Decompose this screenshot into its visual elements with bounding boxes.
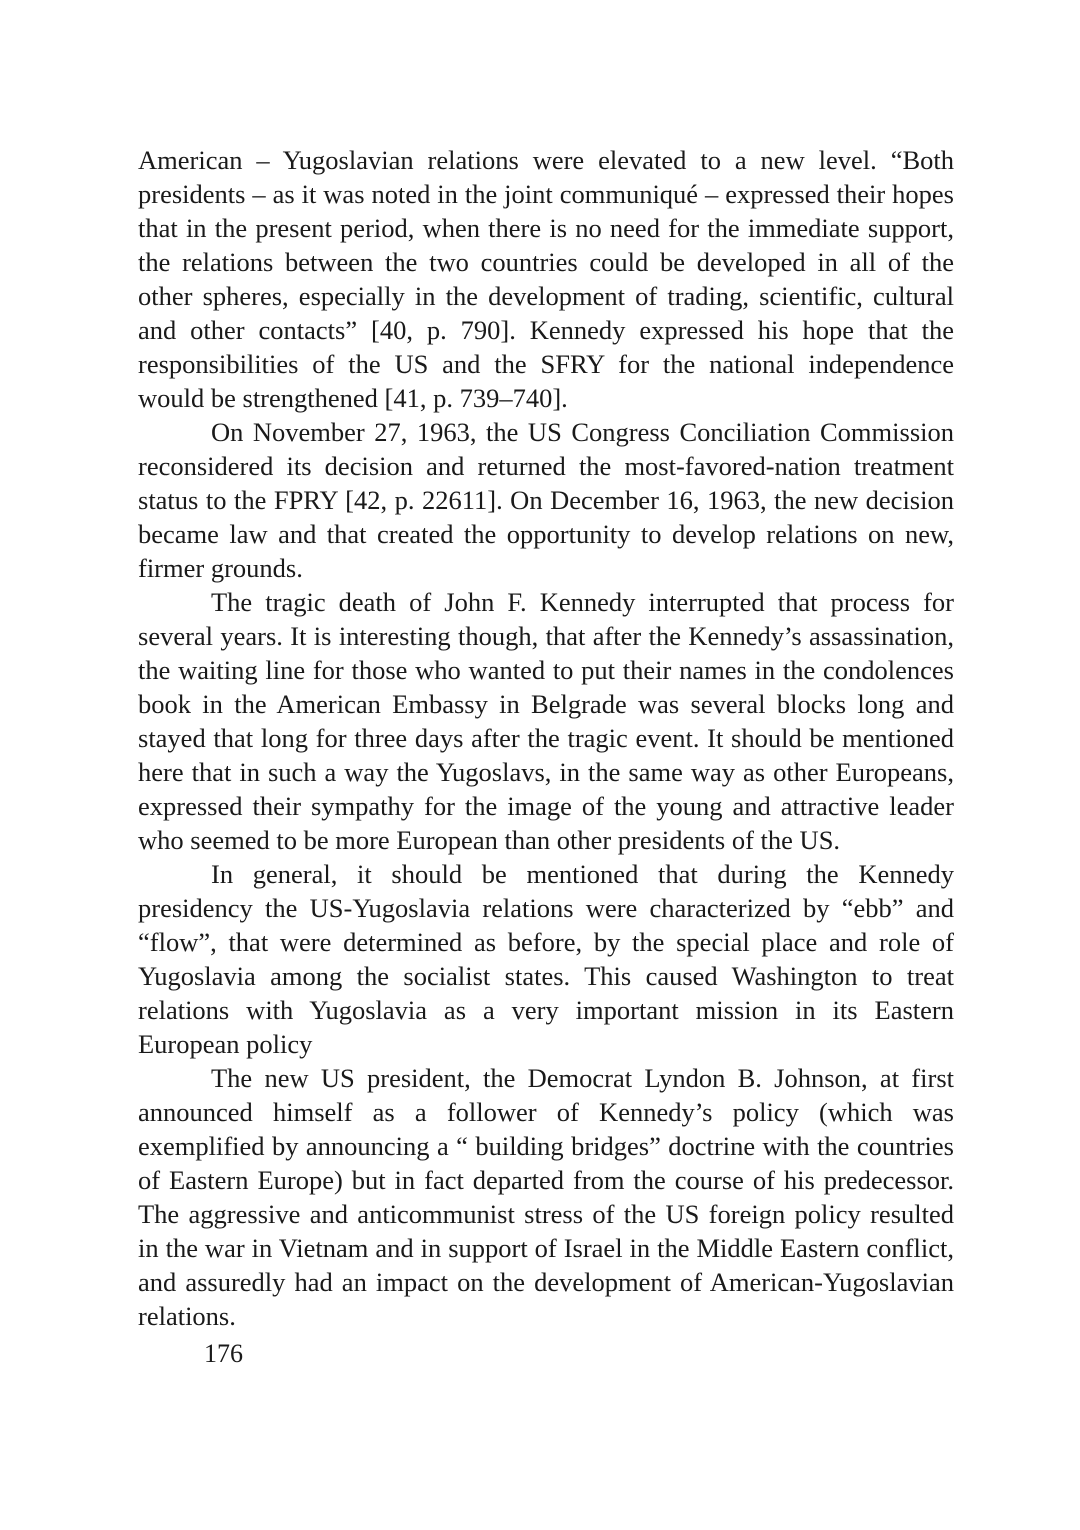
paragraph-3: The tragic death of John F. Kennedy interrupted that process for several years. It is interesting though, that after the Kennedy’s assassination, the waiting line for those who wanted to put their names in the condolences book in the American Embassy in Belgrade was several blocks long and stayed that long for three days after the tragic event. It should be mentioned here that in such a way the Yugoslavs, in the same way as other Europeans, expressed their sympathy for the image of the young and attractive leader who seemed to be more European than other presidents of the US. — [138, 587, 954, 855]
body-text — [138, 143, 954, 1333]
paragraph-5: The new US president, the Democrat Lyndon B. Johnson, at first announced himself as a follower of Kennedy’s policy (which was exemplified by announcing a “ building bridges” doctrine with the countries of Eastern Europe) but in fact departed from the course of his predecessor. The aggressive and anticommunist stress of the US foreign policy resulted in the war in Vietnam and in support of Israel in the Middle Eastern conflict, and assuredly had an impact on the development of American-Yugoslavian relations. — [138, 1063, 954, 1331]
page-number: 176 — [204, 1339, 243, 1368]
paragraph-2: On November 27, 1963, the US Congress Conciliation Commission reconsidered its decision and returned the most-favored-nation treatment status to the FPRY [42, p. 22611]. On December 16, 1963, the new decision became law and that created the opportunity to develop relations on new, firmer grounds. — [138, 417, 954, 583]
paragraph-4: In general, it should be mentioned that during the Kennedy presidency the US-Yugoslavia relations were characterized by “ebb” and “flow”, that were determined as before, by the special place and role of Yugoslavia among the socialist states. This caused Washington to treat relations with Yugoslavia as a very important mission in its Eastern European policy — [138, 859, 954, 1059]
paragraph-1: American – Yugoslavian relations were elevated to a new level. “Both presidents – as it was noted in the joint communiqué – expressed their hopes that in the present period, when there is no need for the immediate support, the relations between the two countries could be developed in all of the other spheres, especially in the development of trading, scientific, cultural and other contacts” [40, p. 790]. Kennedy expressed his hope that the responsibilities of the US and the SFRY for the national independence would be strengthened [41, p. 739–740]. — [138, 145, 954, 413]
